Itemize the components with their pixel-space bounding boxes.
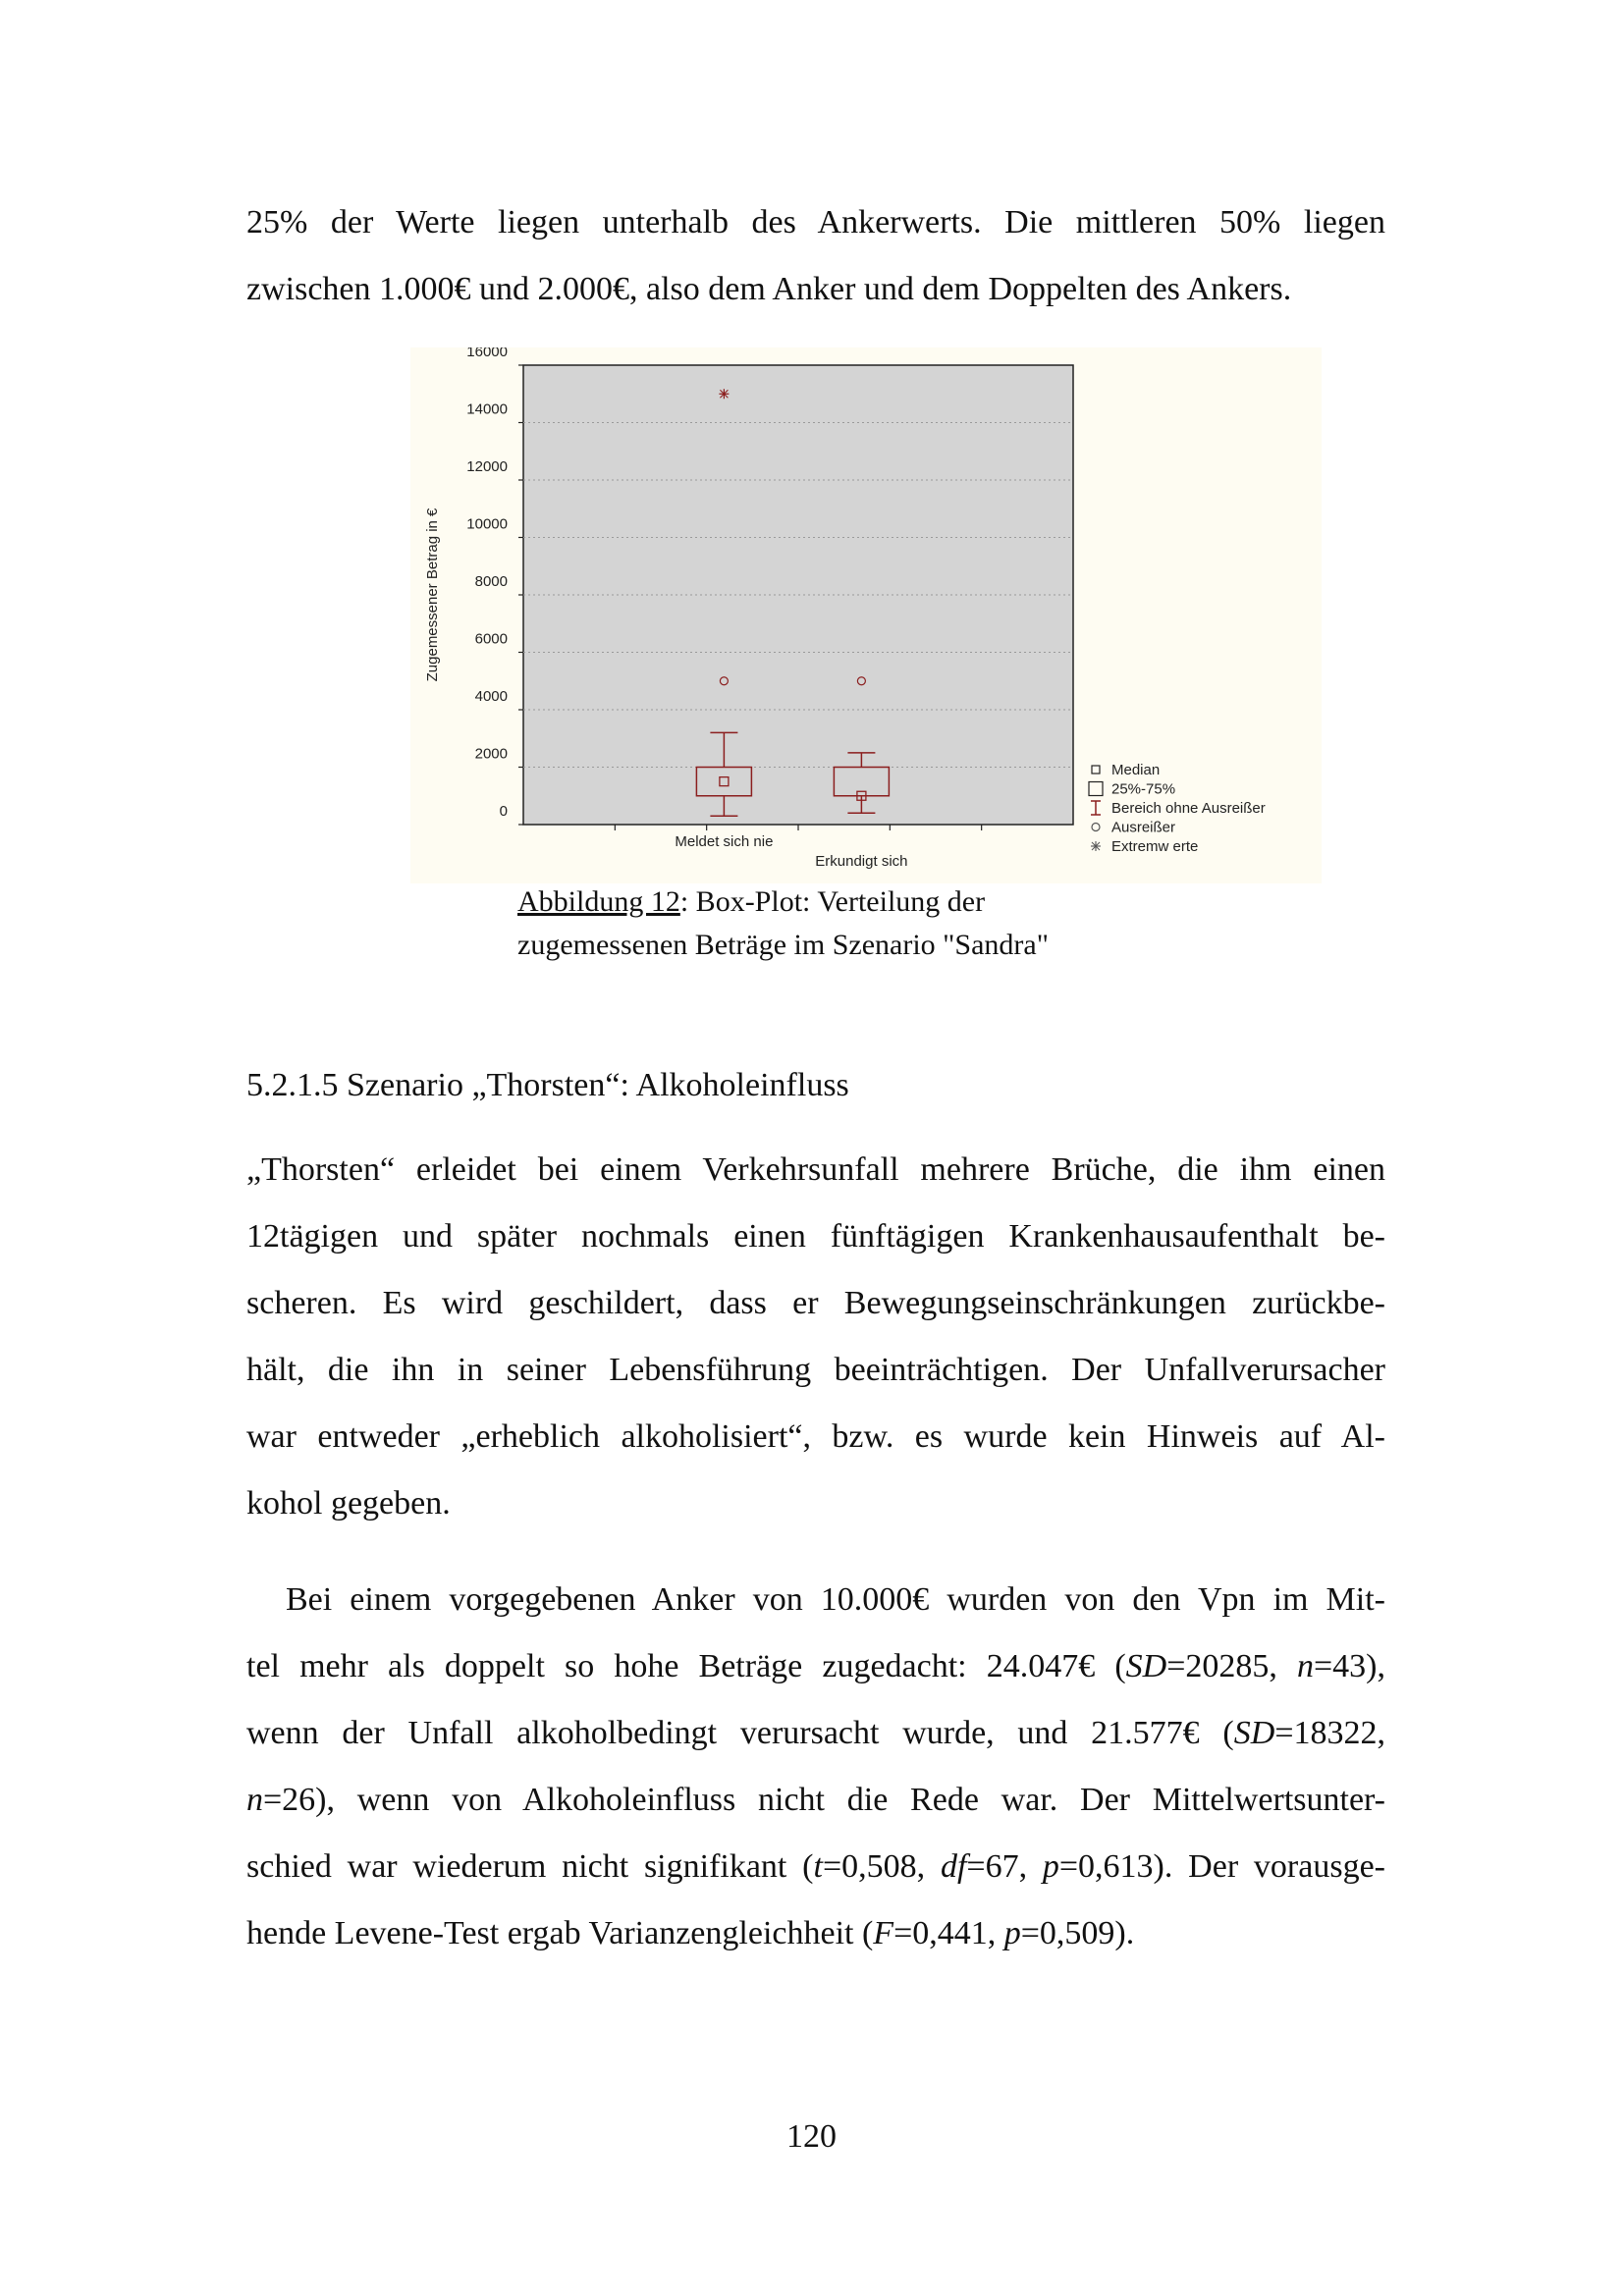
- intro-paragraph: [246, 189, 1385, 323]
- stat-symbol: SD: [1125, 1648, 1167, 1684]
- para1-line: hält, die ihn in seiner Lebensführung beeinträchtigen. Der Unfallverursacher: [246, 1352, 1385, 1388]
- y-tick-label: 14000: [466, 400, 508, 418]
- para2-line: [246, 1700, 1385, 1767]
- para2-text: =26), wenn von Alkoholeinfluss nicht die Rede war. Der Mittelwertsunter-: [263, 1782, 1385, 1818]
- legend-symbol: [1092, 766, 1100, 774]
- para2-line: [246, 1834, 1385, 1900]
- x-labels: [675, 833, 907, 870]
- para2-text: =20285,: [1166, 1648, 1297, 1684]
- para2-text: =0,509).: [1020, 1915, 1135, 1951]
- para2-line: [246, 1900, 1385, 1967]
- legend-symbol: [1092, 824, 1100, 831]
- legend-symbol: [1091, 841, 1101, 851]
- boxplot-chart: [410, 347, 1322, 883]
- stat-symbol: n: [1297, 1648, 1314, 1684]
- para2-text: wenn der Unfall alkoholbedingt verursacht wurde, und 21.577€ (: [246, 1715, 1234, 1751]
- paragraph-1: [246, 1137, 1385, 1537]
- para2-text: tel mehr als doppelt so hohe Beträge zugedacht: 24.047€ (: [246, 1648, 1126, 1684]
- para1-line: war entweder „erheblich alkoholisiert“, bzw. es wurde kein Hinweis auf Al-: [246, 1418, 1385, 1455]
- y-tick-label: 12000: [466, 458, 508, 475]
- intro-line-2: zwischen 1.000€ und 2.000€, also dem Anker und dem Doppelten des Ankers.: [246, 271, 1292, 307]
- figure-caption: [517, 881, 1049, 967]
- legend-label: 25%-75%: [1111, 780, 1176, 798]
- para2-text: =0,441,: [893, 1915, 1004, 1951]
- extreme-point: [719, 389, 729, 399]
- y-tick-label: 2000: [474, 745, 508, 763]
- y-tick-label: 4000: [474, 688, 508, 705]
- para1-line: „Thorsten“ erleidet bei einem Verkehrsunfall mehrere Brüche, die ihm einen: [246, 1151, 1385, 1188]
- stat-symbol: p: [1042, 1848, 1059, 1885]
- para2-text: =0,613). Der vorausge-: [1058, 1848, 1385, 1885]
- legend-label: Bereich ohne Ausreißer: [1111, 800, 1266, 817]
- stat-symbol: df: [940, 1848, 967, 1885]
- para2-line: [246, 1767, 1385, 1834]
- para2-text: hende Levene-Test ergab Varianzengleichheit (: [246, 1915, 874, 1951]
- intro-line-1: 25% der Werte liegen unterhalb des Ankerwerts. Die mittleren 50% liegen: [246, 204, 1385, 240]
- para2-text: =43),: [1314, 1648, 1385, 1684]
- stat-symbol: t: [813, 1848, 823, 1885]
- para2-text: Bei einem vorgegebenen Anker von 10.000€ wurden von den Vpn im Mit-: [286, 1581, 1385, 1618]
- legend: [1089, 762, 1266, 855]
- legend-box-icon: [1089, 782, 1103, 796]
- y-tick-label: 16000: [466, 347, 508, 360]
- para1-line: 12tägigen und später nochmals einen fünftägigen Krankenhausaufenthalt be-: [246, 1218, 1385, 1255]
- para2-line: [246, 1633, 1385, 1700]
- para2-text: =0,508,: [822, 1848, 941, 1885]
- para1-line: scheren. Es wird geschildert, dass er Bewegungseinschränkungen zurückbe-: [246, 1285, 1385, 1321]
- stat-symbol: p: [1003, 1915, 1021, 1951]
- y-tick-label: 10000: [466, 515, 508, 533]
- para2-text: =18322,: [1274, 1715, 1385, 1751]
- legend-label: Median: [1111, 762, 1161, 778]
- stat-symbol: SD: [1233, 1715, 1275, 1751]
- page-number: 120: [786, 2118, 837, 2155]
- x-category-label: Erkundigt sich: [815, 853, 908, 870]
- paragraph-2: [246, 1567, 1385, 1967]
- legend-symbol: [1089, 782, 1103, 796]
- caption-line2: zugemessenen Beträge im Szenario "Sandra": [517, 929, 1049, 961]
- stat-symbol: n: [246, 1782, 263, 1818]
- legend-symbol: [1091, 801, 1101, 815]
- para2-text: schied war wiederum nicht signifikant (: [246, 1848, 814, 1885]
- x-category-label: Meldet sich nie: [675, 833, 774, 850]
- stat-symbol: F: [873, 1915, 894, 1951]
- y-tick-label: 6000: [474, 630, 508, 648]
- section-heading: 5.2.1.5 Szenario „Thorsten“: Alkoholeinfluss: [246, 1067, 849, 1103]
- caption-label: Abbildung 12: [517, 885, 680, 918]
- legend-label: Extremw erte: [1111, 838, 1199, 855]
- para1-line: kohol gegeben.: [246, 1485, 451, 1522]
- y-tick-label: 8000: [474, 573, 508, 590]
- legend-outlier-icon: [1092, 824, 1100, 831]
- legend-label: Ausreißer: [1111, 819, 1176, 836]
- para2-line: [246, 1567, 1385, 1633]
- legend-median-icon: [1092, 766, 1100, 774]
- y-axis-label: Zugemessener Betrag in €: [424, 507, 441, 682]
- caption-line1-rest: : Box-Plot: Verteilung der: [679, 885, 986, 918]
- boxplot-figure: [410, 347, 1322, 883]
- para2-text: =67,: [966, 1848, 1043, 1885]
- y-tick-label: 0: [499, 803, 508, 820]
